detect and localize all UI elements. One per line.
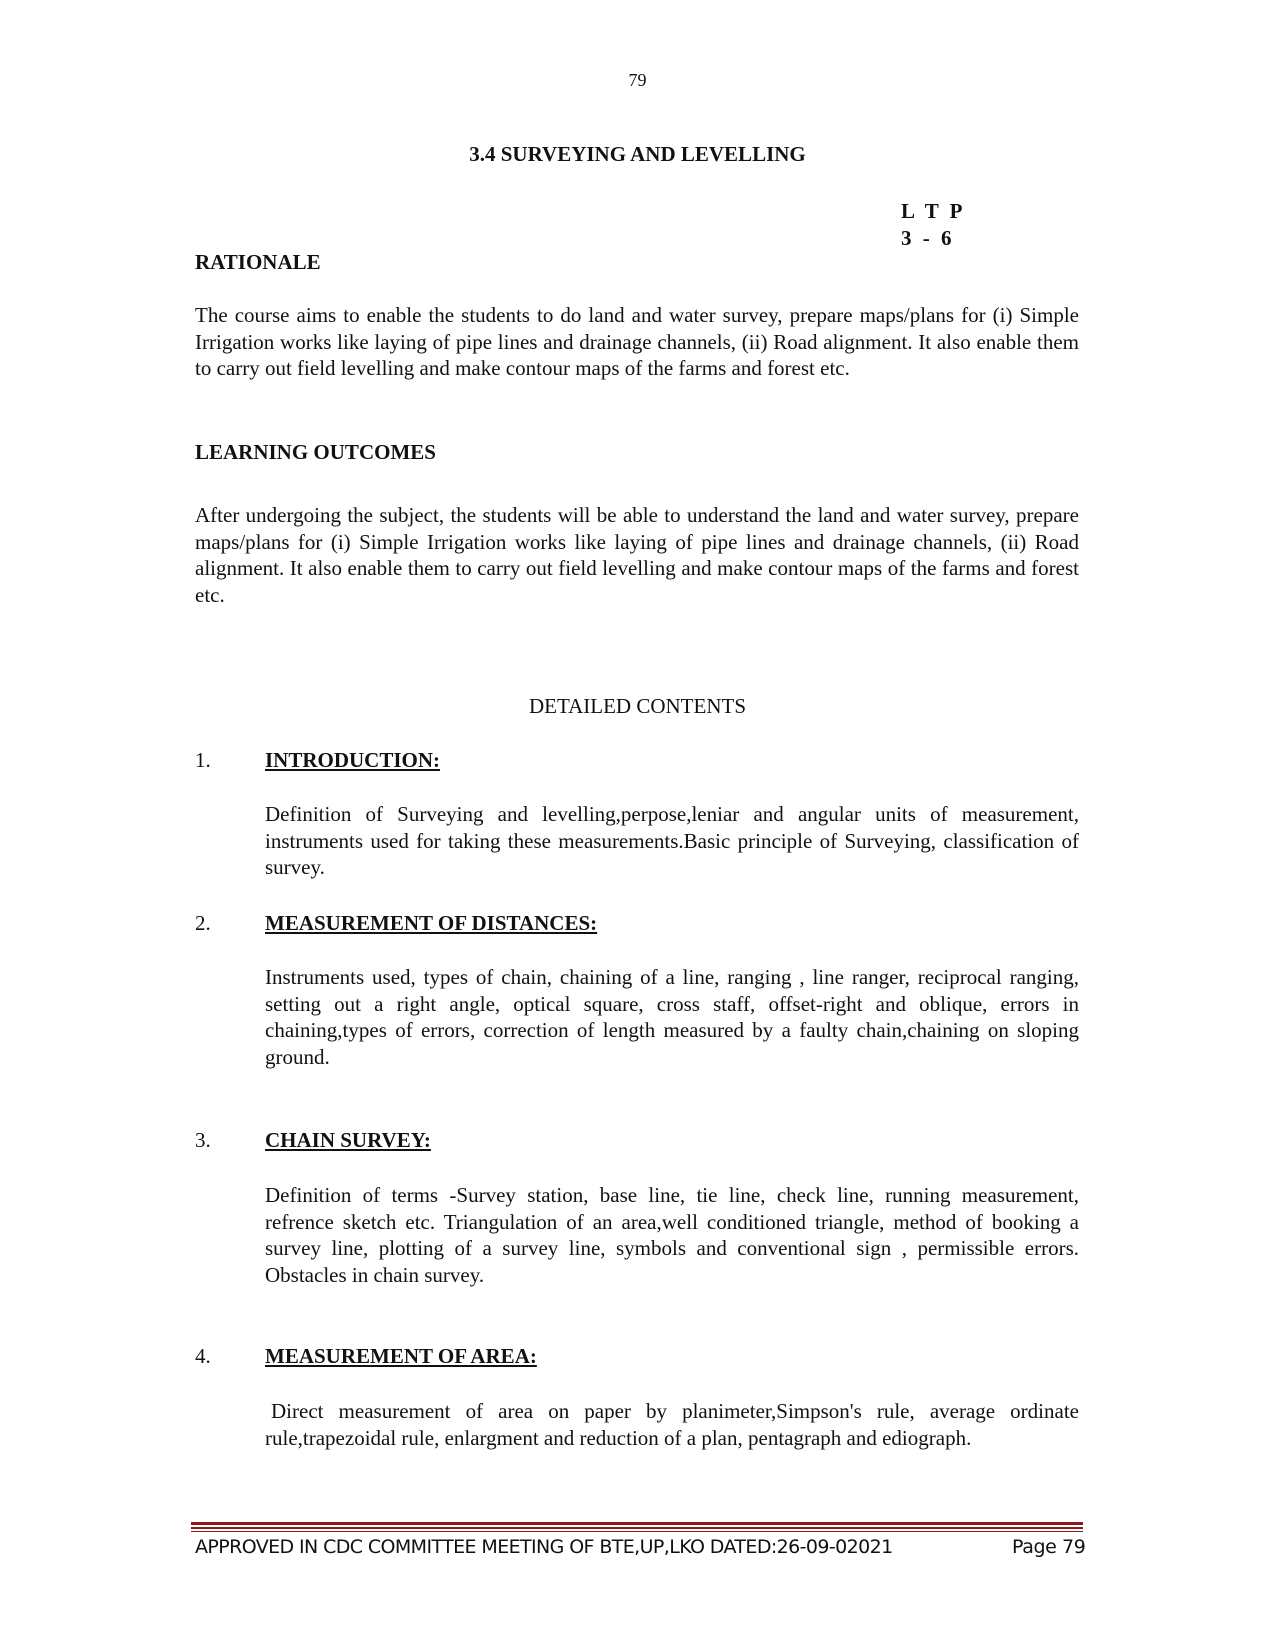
page-title: 3.4 SURVEYING AND LEVELLING: [469, 142, 806, 166]
section-number: 2.: [195, 911, 211, 935]
footer-approval-text: APPROVED IN CDC COMMITTEE MEETING OF BTE,UP,LKO DATED:26-09-02021: [195, 1536, 893, 1558]
footer-rule: [191, 1531, 1083, 1532]
section-title: MEASUREMENT OF AREA:: [265, 1344, 537, 1368]
section-number: 4.: [195, 1344, 211, 1368]
section-title: CHAIN SURVEY:: [265, 1128, 431, 1152]
section-number: 3.: [195, 1128, 211, 1152]
page-number: 79: [628, 70, 647, 90]
section-body: Instruments used, types of chain, chaining of a line, ranging , line ranger, reciprocal ranging, setting out a right angle, optical square, cross staff, offset-right and oblique, errors in chaining,types of errors, correction of length measured by a faulty chain,chaining on sloping ground.: [265, 965, 1079, 1070]
section-title: INTRODUCTION:: [265, 748, 441, 772]
ltp-header: L T P: [901, 199, 963, 223]
learning-outcomes-text: After undergoing the subject, the students will be able to understand the land and water survey, prepare maps/plans for (i) Simple Irrigation works like laying of pipe lines and drainage channels, (ii) Road alignment. It also enable them to carry out field levelling and make contour maps of the farms and forest etc.: [195, 503, 1079, 608]
rationale-heading: RATIONALE: [195, 250, 321, 274]
learning-outcomes-heading: LEARNING OUTCOMES: [195, 440, 436, 464]
detailed-contents-heading: DETAILED CONTENTS: [528, 694, 747, 718]
section-number: 1.: [195, 748, 211, 772]
section-title: MEASUREMENT OF DISTANCES:: [265, 911, 598, 935]
footer-page-label: Page 79: [1012, 1536, 1086, 1558]
footer-rule: [191, 1522, 1083, 1525]
footer-rule: [191, 1527, 1083, 1529]
section-body: Definition of Surveying and levelling,perpose,leniar and angular units of measurement, instruments used for taking these measurements.Basic principle of Surveying, classification of survey.: [265, 802, 1079, 880]
section-body: Definition of terms -Survey station, base line, tie line, check line, running measurement, refrence sketch etc. Triangulation of an area,well conditioned triangle, method of booking a survey line, plotting of a survey line, symbols and conventional sign , permissible errors. Obstacles in chain survey.: [265, 1183, 1079, 1288]
rationale-text: The course aims to enable the students to do land and water survey, prepare maps/plans for (i) Simple Irrigation works like laying of pipe lines and drainage channels, (ii) Road alignment. It also enable them to carry out field levelling and make contour maps of the farms and forest etc.: [195, 303, 1079, 381]
ltp-values: 3 - 6: [901, 226, 952, 250]
section-body: Direct measurement of area on paper by planimeter,Simpson's rule, average ordinate rule,trapezoidal rule, enlargment and reduction of a plan, pentagraph and ediograph.: [265, 1399, 1079, 1450]
